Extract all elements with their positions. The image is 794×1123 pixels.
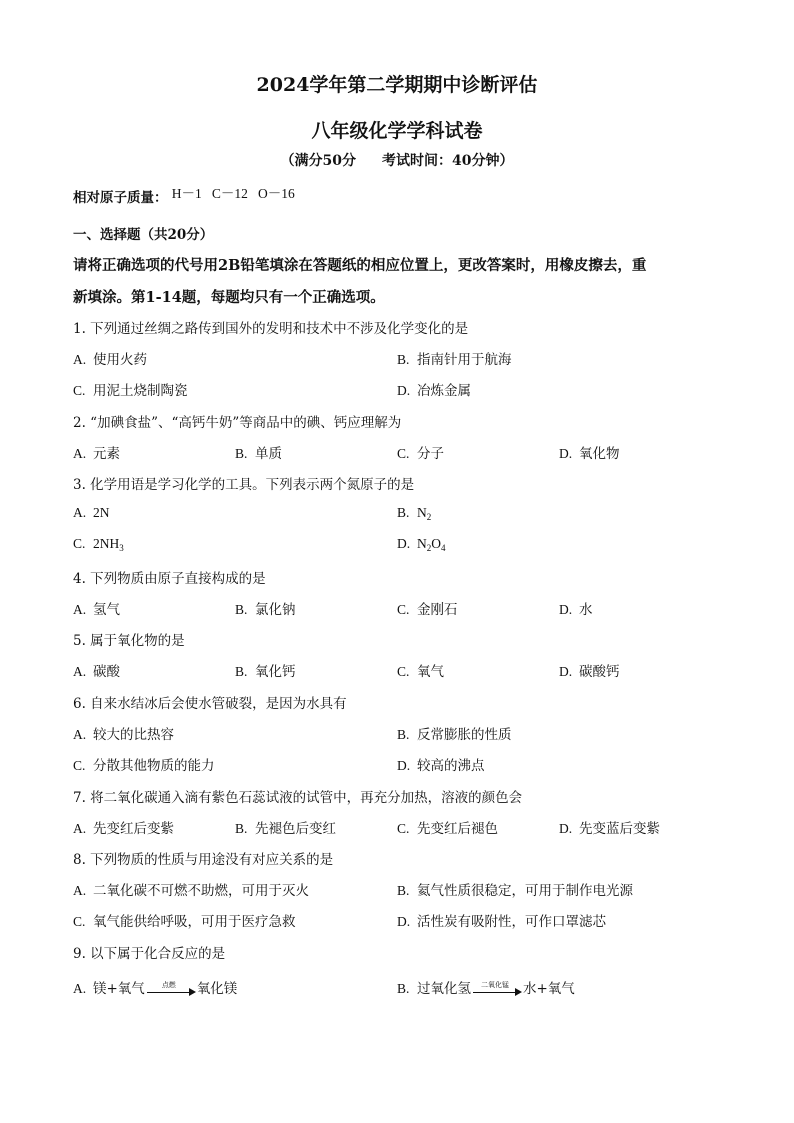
option-c: C. 用泥土烧制陶瓷: [73, 383, 188, 399]
option-a: A. 镁+氧气 点燃 氧化镁: [73, 980, 238, 997]
atomic-mass-values: H－1 C－12 O－16: [171, 186, 295, 201]
option-b: B. 单质: [235, 446, 282, 462]
question-stem: 3. 化学用语是学习化学的工具。下列表示两个氮原子的是: [73, 477, 415, 493]
option-c: C. 氧气能供给呼吸，可用于医疗急救: [73, 914, 296, 930]
option-b: B. 氧化钙: [235, 664, 296, 680]
option-b: B. 指南针用于航海: [397, 352, 512, 368]
question-stem: 7. 将二氧化碳通入滴有紫色石蕊试液的试管中，再充分加热，溶液的颜色会: [73, 790, 523, 806]
option-a: A. 二氧化碳不可燃不助燃，可用于灭火: [73, 883, 309, 899]
full-score-note: （满分50分: [280, 153, 356, 169]
option-c: C. 金刚石: [397, 602, 458, 618]
option-d: D. $N_2O_4$: [397, 536, 446, 553]
option-d: D. 较高的沸点: [397, 758, 485, 774]
question-stem: 2. “加碘食盐”、“高钙牛奶”等商品中的碘、钙应理解为: [73, 415, 402, 431]
option-a: A. 先变红后变紫: [73, 821, 174, 837]
reaction-condition: 点燃: [161, 980, 176, 989]
option-c: C. $2NH_3$: [73, 536, 124, 553]
option-d: D. 水: [559, 602, 593, 618]
option-d: D. 氧化物: [559, 446, 620, 462]
option-c: C. 分散其他物质的能力: [73, 758, 215, 774]
option-d: D. 先变蓝后变紫: [559, 821, 660, 837]
reactants: 过氧化氢: [417, 981, 471, 997]
exam-time-note: 考试时间：40分钟）: [382, 153, 514, 169]
instruction-line-2: 新填涂。第1-14题，每题均只有一个正确选项。: [73, 289, 385, 306]
option-b: B. 过氧化氢 二氧化锰 水+氧气: [397, 980, 575, 997]
option-a: A. 较大的比热容: [73, 727, 174, 743]
option-a: A. 2N: [73, 505, 110, 520]
question-stem: 1. 下列通过丝绸之路传到国外的发明和技术中不涉及化学变化的是: [73, 321, 469, 337]
option-c: C. 先变红后褪色: [397, 821, 498, 837]
option-b: B. 氦气性质很稳定，可用于制作电光源: [397, 883, 633, 899]
question-stem: 4. 下列物质由原子直接构成的是: [73, 571, 266, 587]
question-stem: 6. 自来水结冰后会使水管破裂，是因为水具有: [73, 696, 347, 712]
option-d: D. 冶炼金属: [397, 383, 471, 399]
exam-subtitle: [0, 150, 794, 170]
option-c: C. 氧气: [397, 664, 444, 680]
option-a: A. 元素: [73, 446, 120, 462]
section-heading: 一、选择题（共20分）: [73, 227, 214, 243]
option-a: A. 氢气: [73, 602, 120, 618]
reaction-arrow: [473, 980, 521, 997]
option-b: B. 先褪色后变红: [235, 821, 336, 837]
option-a: A. 使用火药: [73, 352, 147, 368]
exam-title: 2024学年第二学期期中诊断评估: [256, 74, 538, 96]
option-d: D. 活性炭有吸附性，可作口罩滤芯: [397, 914, 606, 930]
option-d: D. 碳酸钙: [559, 664, 620, 680]
instruction-line-1: 请将正确选项的代号用2B铅笔填涂在答题纸的相应位置上，更改答案时，用橡皮擦去，重: [73, 257, 647, 274]
products: 水+氧气: [523, 981, 575, 997]
option-c: C. 分子: [397, 446, 444, 462]
option-a: A. 碳酸: [73, 664, 120, 680]
option-b: B. 反常膨胀的性质: [397, 727, 512, 743]
option-b: B. 氯化钠: [235, 602, 296, 618]
atomic-mass-line: [73, 186, 295, 206]
atomic-mass-label: 相对原子质量：: [73, 190, 168, 206]
question-stem: 8. 下列物质的性质与用途没有对应关系的是: [73, 852, 334, 868]
products: 氧化镁: [196, 981, 238, 997]
reaction-arrow: [147, 980, 195, 997]
question-stem: 5. 属于氧化物的是: [73, 633, 185, 649]
reactants: 镁+氧气: [93, 981, 145, 997]
reaction-condition: 二氧化锰: [481, 980, 509, 989]
exam-subject-title: 八年级化学学科试卷: [311, 120, 483, 142]
option-b: B. $N_2$: [397, 505, 432, 522]
question-stem: 9. 以下属于化合反应的是: [73, 946, 226, 962]
